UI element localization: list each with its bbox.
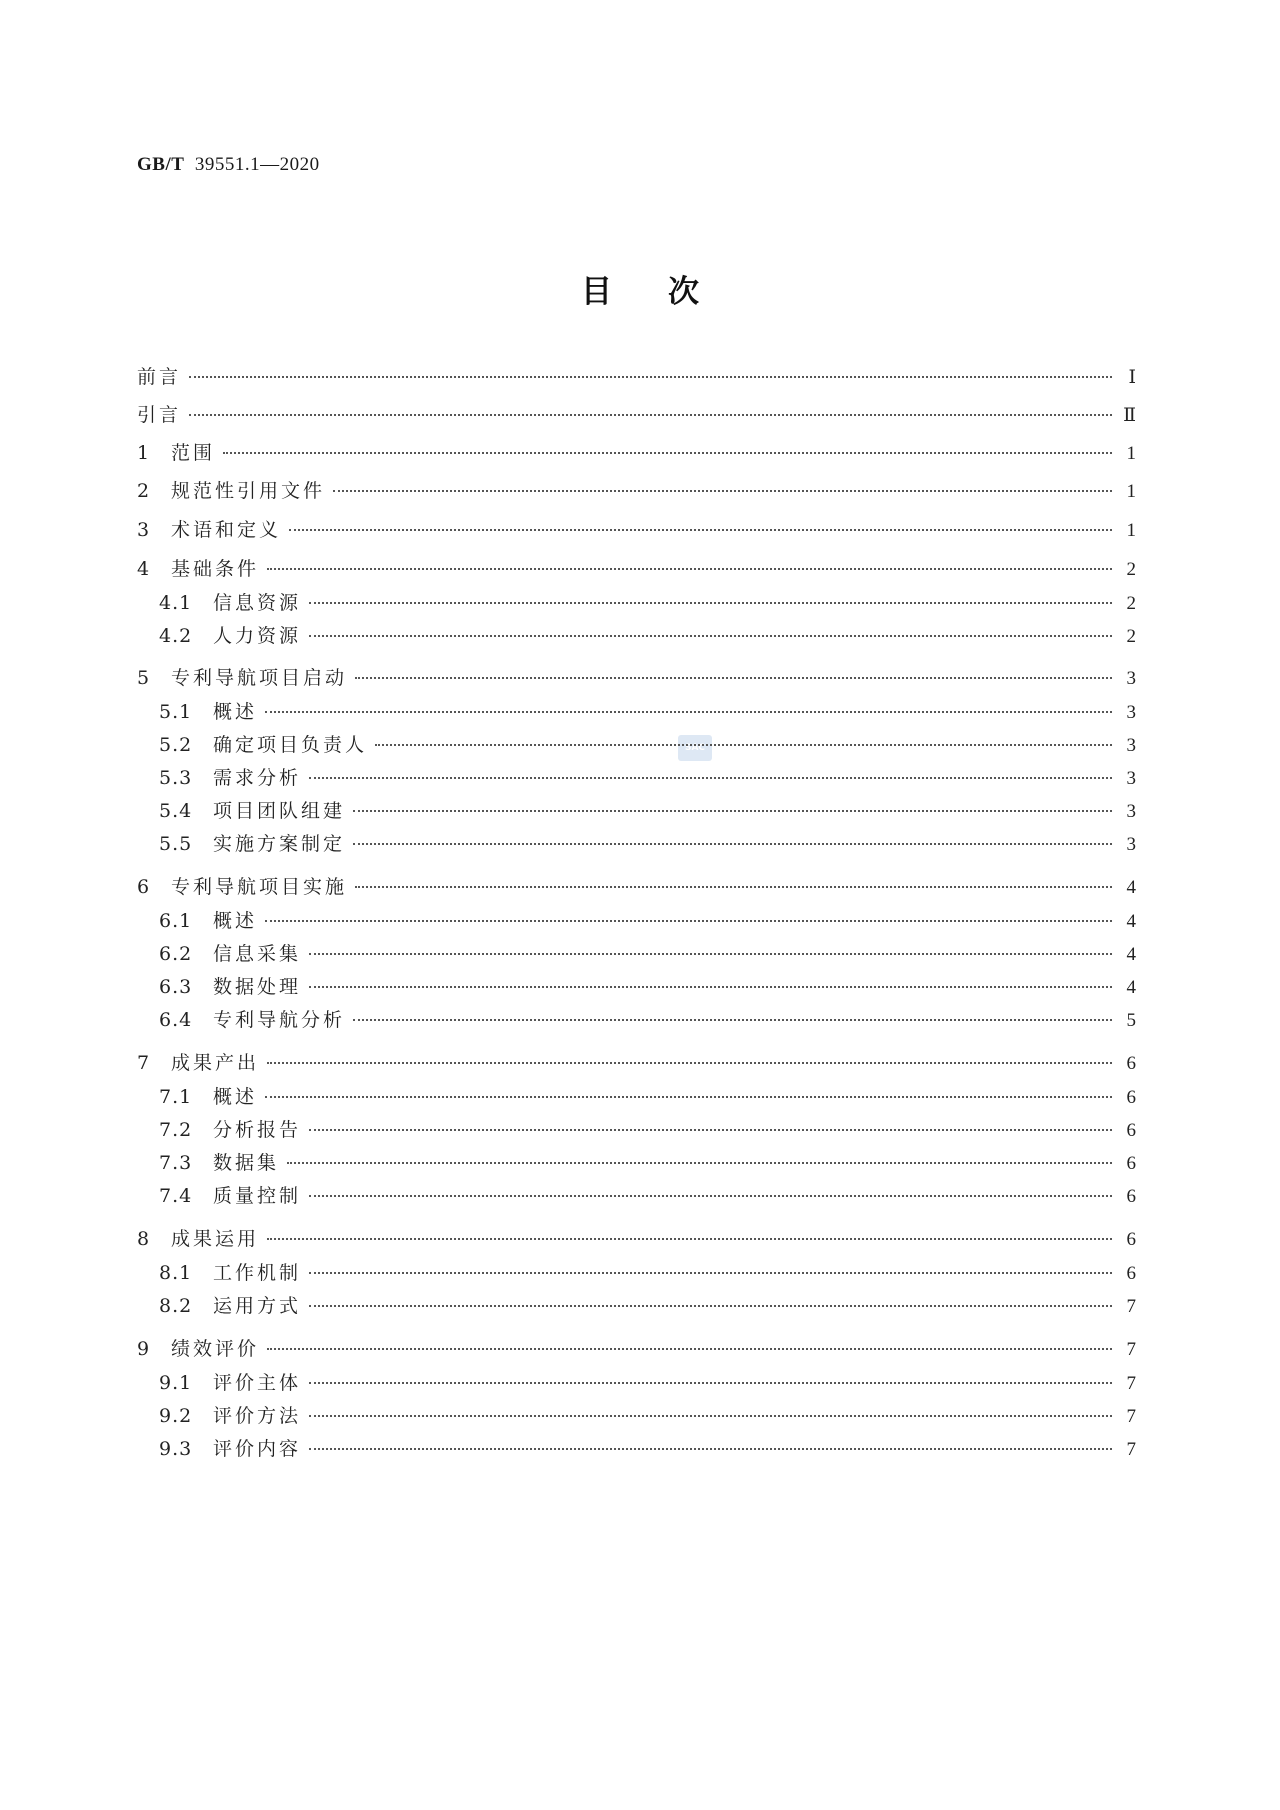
toc-subentry[interactable]: [159, 1181, 1136, 1211]
toc-subentry[interactable]: [159, 730, 1136, 760]
toc-page-number: 4: [1126, 944, 1136, 965]
toc-entry-label: 人力资源: [213, 625, 302, 647]
toc-page-number: 3: [1126, 768, 1136, 789]
toc-page-number: 6: [1126, 1186, 1136, 1207]
standard-prefix: GB/T: [137, 154, 185, 175]
toc-entry-number: 7: [137, 1052, 151, 1074]
toc-page-number: 1: [1126, 481, 1136, 502]
toc-page-number: 6: [1126, 1120, 1136, 1141]
toc-entry-number: 1: [137, 442, 151, 464]
toc-entry-number: 9: [137, 1338, 151, 1360]
toc-page-number: 6: [1126, 1153, 1136, 1174]
toc-leader-dots: [265, 711, 1112, 713]
toc-entry-label: 概述: [213, 1086, 258, 1108]
toc-subentry[interactable]: [159, 1005, 1136, 1035]
toc-page-number: 3: [1126, 834, 1136, 855]
toc-page-number: 7: [1126, 1339, 1136, 1360]
toc-leader-dots: [355, 886, 1112, 888]
toc-page-number: 7: [1126, 1373, 1136, 1394]
toc-leader-dots: [267, 1062, 1112, 1064]
toc-page-number: 1: [1126, 520, 1136, 541]
toc-entry-number: 8: [137, 1228, 151, 1250]
toc-entry-number: 5.1: [159, 701, 193, 723]
toc-entry-label: 运用方式: [213, 1295, 302, 1317]
toc-page-number: 4: [1126, 977, 1136, 998]
toc-entry-label: 基础条件: [171, 558, 260, 580]
toc-subentry[interactable]: [159, 1401, 1136, 1431]
toc-entry-label: 概述: [213, 701, 258, 723]
toc-page-number: 6: [1126, 1087, 1136, 1108]
toc-subentry[interactable]: [159, 1291, 1136, 1321]
toc-entry-label: 绩效评价: [171, 1338, 260, 1360]
toc-page-number: 1: [1126, 443, 1136, 464]
toc-page-number: 5: [1126, 1010, 1136, 1031]
toc-leader-dots: [267, 568, 1112, 570]
toc-entry-number: 8.2: [159, 1295, 193, 1317]
toc-subentry[interactable]: [159, 906, 1136, 936]
toc-leader-dots: [309, 1195, 1112, 1197]
toc-leader-dots: [353, 843, 1112, 845]
toc-leader-dots: [265, 1096, 1112, 1098]
toc-page-number: 2: [1126, 626, 1136, 647]
toc-subentry[interactable]: [159, 1115, 1136, 1145]
toc-entry-label: 概述: [213, 910, 258, 932]
toc-entry[interactable]: [137, 438, 1136, 468]
toc-entry-label: 规范性引用文件: [171, 480, 326, 502]
toc-entry-label: 工作机制: [213, 1262, 302, 1284]
toc-subentry[interactable]: [159, 1082, 1136, 1112]
toc-entry-number: 8.1: [159, 1262, 193, 1284]
toc-page-number: 3: [1126, 801, 1136, 822]
toc-subentry[interactable]: [159, 829, 1136, 859]
toc-leader-dots: [375, 744, 1112, 746]
toc-entry-number: 5.2: [159, 734, 193, 756]
toc-entry-label: 评价内容: [213, 1438, 302, 1460]
toc-leader-dots: [309, 1448, 1112, 1450]
toc-page-number: 2: [1126, 559, 1136, 580]
toc-leader-dots: [309, 953, 1112, 955]
toc-subentry[interactable]: [159, 1148, 1136, 1178]
toc-page-number: 7: [1126, 1439, 1136, 1460]
toc-entry-number: 6.2: [159, 943, 193, 965]
toc-entry-number: 7.1: [159, 1086, 193, 1108]
toc-subentry[interactable]: [159, 763, 1136, 793]
toc-leader-dots: [267, 1238, 1112, 1240]
toc-page-number: 2: [1126, 593, 1136, 614]
toc-entry-number: 7.3: [159, 1152, 193, 1174]
toc-leader-dots: [309, 635, 1112, 637]
toc-leader-dots: [265, 920, 1112, 922]
toc-page-number: 6: [1126, 1263, 1136, 1284]
toc-leader-dots: [309, 1129, 1112, 1131]
toc-entry-label: 需求分析: [213, 767, 302, 789]
toc-leader-dots: [223, 452, 1112, 454]
toc-page-number: 3: [1126, 735, 1136, 756]
toc-entry-number: 4.2: [159, 625, 193, 647]
toc-entry-label: 前言: [137, 366, 182, 388]
toc-entry-number: 2: [137, 480, 151, 502]
toc-subentry[interactable]: [159, 1434, 1136, 1464]
toc-entry-label: 评价方法: [213, 1405, 302, 1427]
toc-leader-dots: [309, 1415, 1112, 1417]
toc-entry-label: 实施方案制定: [213, 833, 346, 855]
toc-entry-number: 9.3: [159, 1438, 193, 1460]
toc-page-number: 7: [1126, 1296, 1136, 1317]
toc-entry[interactable]: [137, 400, 1136, 430]
toc-entry-number: 7.4: [159, 1185, 193, 1207]
toc-entry-number: 5: [137, 667, 151, 689]
toc-leader-dots: [353, 810, 1112, 812]
toc-entry-number: 7.2: [159, 1119, 193, 1141]
toc-entry-label: 数据处理: [213, 976, 302, 998]
toc-leader-dots: [309, 602, 1112, 604]
toc-entry-number: 4: [137, 558, 151, 580]
toc-leader-dots: [267, 1348, 1112, 1350]
toc-leader-dots: [309, 1382, 1112, 1384]
toc-entry-label: 分析报告: [213, 1119, 302, 1141]
toc-entry-label: 成果产出: [171, 1052, 260, 1074]
toc-entry-label: 成果运用: [171, 1228, 260, 1250]
toc-entry[interactable]: [137, 554, 1136, 584]
toc-leader-dots: [189, 376, 1112, 378]
toc-subentry[interactable]: [159, 972, 1136, 1002]
toc-entry-number: 9.1: [159, 1372, 193, 1394]
toc-subentry[interactable]: [159, 697, 1136, 727]
toc-page-number: 6: [1126, 1229, 1136, 1250]
toc-entry-label: 引言: [137, 404, 182, 426]
toc-leader-dots: [309, 1305, 1112, 1307]
toc-subentry[interactable]: [159, 939, 1136, 969]
toc-entry-label: 数据集: [213, 1152, 280, 1174]
toc-subentry[interactable]: [159, 796, 1136, 826]
standard-number: 39551.1—2020: [194, 154, 320, 175]
toc-entry-label: 项目团队组建: [213, 800, 346, 822]
toc-entry-label: 术语和定义: [171, 519, 282, 541]
toc-entry-number: 6.3: [159, 976, 193, 998]
toc-leader-dots: [309, 986, 1112, 988]
toc-subentry[interactable]: [159, 1258, 1136, 1288]
toc-entry-label: 信息采集: [213, 943, 302, 965]
toc-entry-label: 专利导航分析: [213, 1009, 346, 1031]
toc-page-number: Ⅰ: [1128, 367, 1136, 388]
toc-leader-dots: [289, 529, 1112, 531]
toc-entry-number: 5.3: [159, 767, 193, 789]
toc-entry[interactable]: [137, 515, 1136, 545]
sac-watermark-logo: SAC: [678, 735, 712, 761]
toc-entry-label: 评价主体: [213, 1372, 302, 1394]
toc-page-number: 3: [1126, 668, 1136, 689]
toc-entry[interactable]: [137, 872, 1136, 902]
toc-entry-label: 确定项目负责人: [213, 734, 368, 756]
toc-leader-dots: [309, 777, 1112, 779]
toc-entry-number: 6.4: [159, 1009, 193, 1031]
toc-entry[interactable]: [137, 663, 1136, 693]
toc-entry-number: 3: [137, 519, 151, 541]
toc-entry-label: 信息资源: [213, 592, 302, 614]
toc-entry[interactable]: [137, 1048, 1136, 1078]
toc-entry-label: 专利导航项目实施: [171, 876, 348, 898]
toc-page-number: 7: [1126, 1406, 1136, 1427]
toc-entry-number: 5.4: [159, 800, 193, 822]
toc-page-number: 3: [1126, 702, 1136, 723]
toc-entry[interactable]: [137, 1334, 1136, 1364]
toc-leader-dots: [333, 490, 1112, 492]
toc-leader-dots: [355, 677, 1112, 679]
toc-page-number: Ⅱ: [1123, 405, 1136, 426]
toc-entry-number: 6.1: [159, 910, 193, 932]
toc-subentry[interactable]: [159, 588, 1136, 618]
toc-subentry[interactable]: [159, 621, 1136, 651]
toc-leader-dots: [189, 414, 1112, 416]
toc-leader-dots: [309, 1272, 1112, 1274]
page-title: 目次: [581, 274, 755, 310]
toc-entry[interactable]: [137, 476, 1136, 506]
standard-code: [137, 154, 320, 176]
toc-entry-number: 4.1: [159, 592, 193, 614]
toc-subentry[interactable]: [159, 1368, 1136, 1398]
toc-leader-dots: [353, 1019, 1112, 1021]
toc-page-number: 4: [1126, 911, 1136, 932]
toc-entry-label: 专利导航项目启动: [171, 667, 348, 689]
toc-entry-number: 6: [137, 876, 151, 898]
toc-page-number: 6: [1126, 1053, 1136, 1074]
toc-entry-label: 质量控制: [213, 1185, 302, 1207]
toc-leader-dots: [287, 1162, 1112, 1164]
toc-entry-number: 5.5: [159, 833, 193, 855]
toc-entry-number: 9.2: [159, 1405, 193, 1427]
toc-entry[interactable]: [137, 1224, 1136, 1254]
toc-entry-label: 范围: [171, 442, 216, 464]
toc-entry[interactable]: [137, 362, 1136, 392]
toc-page-number: 4: [1126, 877, 1136, 898]
